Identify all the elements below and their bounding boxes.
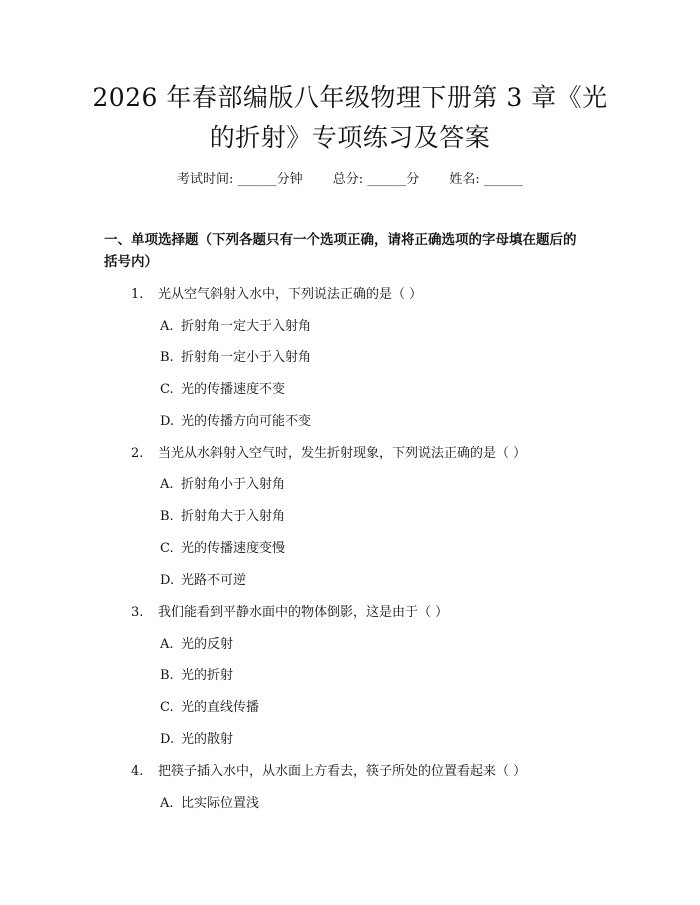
section-heading-line-1: 一、单项选择题（下列各题只有一个选项正确，请将正确选项的字母填在题后的 — [104, 232, 577, 248]
exam-time-blank: ______ — [237, 172, 277, 187]
question-3-option-b — [160, 664, 233, 683]
question-2-option-c — [160, 537, 285, 556]
option-text: 光的传播速度不变 — [181, 382, 286, 397]
question-number: 3. — [131, 605, 144, 620]
question-text: 光从空气斜射入水中，下列说法正确的是（ ） — [158, 287, 423, 302]
option-letter: C. — [160, 541, 174, 556]
document-title — [60, 78, 640, 158]
option-text: 光路不可逆 — [181, 573, 247, 588]
exam-time-unit: 分钟 — [276, 172, 303, 187]
option-text: 光的反射 — [181, 637, 234, 652]
section-heading-line-2: 括号内） — [104, 254, 158, 270]
question-number: 4. — [131, 764, 144, 779]
question-3 — [131, 601, 448, 620]
name-blank: ______ — [483, 172, 523, 187]
option-text: 光的传播方向可能不变 — [181, 414, 312, 429]
option-text: 光的传播速度变慢 — [181, 541, 286, 556]
question-3-option-c — [160, 696, 259, 715]
option-text: 折射角小于入射角 — [181, 477, 286, 492]
question-3-option-d — [160, 728, 233, 747]
option-letter: D. — [160, 573, 175, 588]
total-score-unit: 分 — [406, 172, 420, 187]
option-text: 折射角一定大于入射角 — [181, 319, 312, 334]
question-text: 把筷子插入水中，从水面上方看去，筷子所处的位置看起来（ ） — [158, 764, 527, 779]
option-letter: D. — [160, 414, 175, 429]
question-4-option-a — [160, 792, 259, 811]
option-letter: D. — [160, 732, 175, 747]
option-letter: B. — [160, 668, 174, 683]
section-heading — [104, 229, 604, 273]
option-text: 光的散射 — [181, 732, 234, 747]
exam-time-label: 考试时间: — [177, 172, 234, 187]
question-4 — [131, 760, 526, 779]
option-text: 光的直线传播 — [181, 700, 260, 715]
name-label: 姓名: — [449, 172, 480, 187]
option-letter: B. — [160, 509, 174, 524]
title-line-2: 的折射》专项练习及答案 — [209, 123, 491, 152]
question-2-option-a — [160, 473, 285, 492]
option-letter: C. — [160, 700, 174, 715]
question-2-option-b — [160, 505, 285, 524]
option-letter: A. — [160, 796, 174, 811]
question-text: 我们能看到平静水面中的物体倒影，这是由于（ ） — [158, 605, 449, 620]
question-1-option-c — [160, 378, 285, 397]
question-1-option-b — [160, 346, 311, 365]
option-letter: A. — [160, 477, 174, 492]
option-text: 比实际位置浅 — [181, 796, 260, 811]
option-text: 折射角大于入射角 — [181, 509, 286, 524]
question-2 — [131, 442, 526, 461]
question-text: 当光从水斜射入空气时，发生折射现象，下列说法正确的是（ ） — [158, 446, 527, 461]
question-1 — [131, 283, 422, 302]
total-score-label: 总分: — [332, 172, 364, 187]
option-text: 折射角一定小于入射角 — [181, 350, 312, 365]
question-number: 1. — [131, 287, 144, 302]
option-text: 光的折射 — [181, 668, 234, 683]
option-letter: A. — [160, 319, 174, 334]
question-2-option-d — [160, 569, 246, 588]
title-line-1: 2026 年春部编版八年级物理下册第 3 章《光 — [92, 83, 608, 112]
question-number: 2. — [131, 446, 144, 461]
question-1-option-a — [160, 315, 311, 334]
option-letter: C. — [160, 382, 174, 397]
exam-info-line — [0, 168, 700, 187]
option-letter: B. — [160, 350, 174, 365]
option-letter: A. — [160, 637, 174, 652]
question-1-option-d — [160, 410, 311, 429]
total-score-blank: ______ — [367, 172, 407, 187]
question-3-option-a — [160, 633, 233, 652]
